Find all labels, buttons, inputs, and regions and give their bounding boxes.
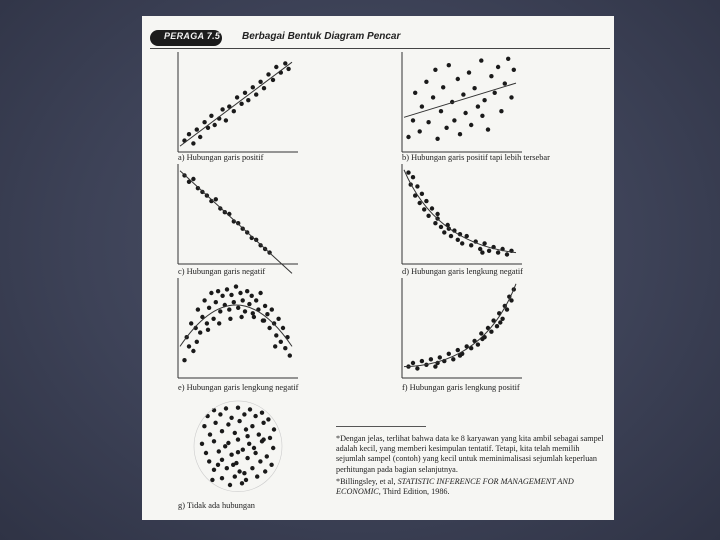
point-e: [187, 344, 191, 348]
point-a: [262, 86, 266, 90]
point-e: [207, 306, 211, 310]
point-g: [220, 429, 224, 433]
point-g: [202, 424, 206, 428]
point-g: [237, 469, 241, 473]
point-d: [482, 241, 486, 245]
point-e: [234, 284, 238, 288]
point-g: [247, 442, 251, 446]
caption-f: f) Hubungan garis lengkung positif: [402, 383, 520, 392]
point-e: [251, 311, 255, 315]
point-g: [229, 416, 233, 420]
point-g: [242, 412, 246, 416]
point-b: [482, 98, 486, 102]
footnote-source-title: STATISTIC INFERENCE FOR MANAGEMENT AND ECONOMIC: [336, 476, 574, 497]
point-b: [463, 111, 467, 115]
footnote-text: *Dengan jelas, terlihat bahwa data ke 8 karyawan yang kita ambil sebagai sampel adalah kecil, yang memberi kesimpulan tentatif. Tetapi, kita telah memilih sejumlah sampel (contoh) yang kecil untuk meminimalisasi sejumlah keperluan perhitungan pada bagian selanjutnya.: [336, 434, 604, 474]
point-b: [486, 127, 490, 131]
point-g: [207, 459, 211, 463]
point-e: [247, 302, 251, 306]
point-d: [469, 243, 473, 247]
point-a: [243, 91, 247, 95]
point-e: [281, 326, 285, 330]
point-e: [236, 306, 240, 310]
point-b: [433, 68, 437, 72]
point-g: [244, 427, 248, 431]
point-e: [214, 300, 218, 304]
point-b: [479, 58, 483, 62]
point-d: [422, 207, 426, 211]
point-a: [246, 98, 250, 102]
point-g: [220, 476, 224, 480]
point-a: [283, 61, 287, 65]
trend-line-b: [404, 83, 516, 117]
point-g: [268, 436, 272, 440]
point-a: [198, 135, 202, 139]
point-d: [415, 184, 419, 188]
point-e: [220, 294, 224, 298]
point-e: [202, 298, 206, 302]
point-e: [270, 307, 274, 311]
point-g: [228, 483, 232, 487]
point-a: [213, 123, 217, 127]
point-g: [261, 421, 265, 425]
point-g: [250, 466, 254, 470]
point-g: [241, 448, 245, 452]
point-d: [406, 170, 410, 174]
point-g: [233, 431, 237, 435]
point-e: [265, 312, 269, 316]
point-e: [288, 353, 292, 357]
point-a: [239, 102, 243, 106]
point-g: [217, 449, 221, 453]
point-g: [248, 407, 252, 411]
point-g: [200, 442, 204, 446]
point-f: [479, 331, 483, 335]
point-g: [212, 468, 216, 472]
point-b: [503, 81, 507, 85]
point-g: [255, 474, 259, 478]
point-g: [204, 451, 208, 455]
point-e: [227, 307, 231, 311]
point-b: [480, 114, 484, 118]
point-b: [496, 65, 500, 69]
caption-g: g) Tidak ada hubungan: [178, 501, 255, 510]
point-e: [225, 287, 229, 291]
footnote: [336, 434, 608, 499]
point-f: [415, 366, 419, 370]
point-e: [217, 321, 221, 325]
point-d: [433, 221, 437, 225]
point-d: [420, 192, 424, 196]
point-d: [424, 199, 428, 203]
point-a: [187, 132, 191, 136]
point-a: [254, 92, 258, 96]
point-c: [214, 197, 218, 201]
point-d: [439, 225, 443, 229]
point-g: [271, 446, 275, 450]
point-f: [429, 357, 433, 361]
point-a: [224, 118, 228, 122]
point-b: [426, 120, 430, 124]
point-b: [509, 95, 513, 99]
figure-tag-label: PERAGA 7.5: [164, 31, 221, 41]
point-d: [487, 249, 491, 253]
point-g: [253, 414, 257, 418]
point-f: [489, 330, 493, 334]
point-e: [263, 304, 267, 308]
point-e: [272, 321, 276, 325]
point-g: [240, 481, 244, 485]
point-g: [253, 451, 257, 455]
point-g: [216, 463, 220, 467]
point-e: [273, 344, 277, 348]
trend-line-a: [180, 62, 292, 146]
point-g: [272, 427, 276, 431]
point-a: [274, 65, 278, 69]
point-e: [258, 291, 262, 295]
point-g: [258, 459, 262, 463]
point-e: [262, 318, 266, 322]
textbook-page: [142, 16, 614, 520]
point-g: [236, 437, 240, 441]
footnote-source: [336, 477, 608, 497]
point-g: [269, 463, 273, 467]
point-g: [205, 414, 209, 418]
point-d: [430, 206, 434, 210]
point-e: [228, 317, 232, 321]
point-g: [226, 422, 230, 426]
point-g: [263, 469, 267, 473]
point-b: [469, 123, 473, 127]
point-b: [420, 104, 424, 108]
point-b: [493, 91, 497, 95]
point-c: [191, 177, 195, 181]
point-g: [224, 406, 228, 410]
point-d: [449, 234, 453, 238]
point-a: [191, 141, 195, 145]
point-f: [420, 359, 424, 363]
point-f: [476, 342, 480, 346]
figure-title: Berbagai Bentuk Diagram Pencar: [242, 31, 401, 42]
point-f: [495, 324, 499, 328]
point-e: [196, 307, 200, 311]
point-f: [447, 352, 451, 356]
point-f: [438, 355, 442, 359]
point-g: [233, 474, 237, 478]
point-g: [208, 432, 212, 436]
point-e: [267, 326, 271, 330]
point-b: [418, 129, 422, 133]
point-g: [257, 432, 261, 436]
point-g: [261, 437, 265, 441]
point-e: [211, 317, 215, 321]
point-e: [276, 317, 280, 321]
point-b: [512, 68, 516, 72]
point-e: [209, 291, 213, 295]
point-b: [476, 104, 480, 108]
point-b: [406, 135, 410, 139]
point-e: [232, 300, 236, 304]
point-f: [505, 307, 509, 311]
point-d: [460, 241, 464, 245]
point-e: [205, 321, 209, 325]
point-b: [424, 80, 428, 84]
point-d: [496, 250, 500, 254]
point-b: [461, 92, 465, 96]
point-e: [216, 289, 220, 293]
point-e: [241, 298, 245, 302]
point-d: [426, 214, 430, 218]
point-d: [418, 201, 422, 205]
point-b: [444, 126, 448, 130]
point-e: [250, 294, 254, 298]
point-g: [226, 441, 230, 445]
point-a: [286, 67, 290, 71]
caption-a: a) Hubungan garis positif: [178, 153, 264, 162]
footnote-rule: [336, 426, 426, 427]
point-g: [213, 421, 217, 425]
point-a: [271, 78, 275, 82]
point-g: [245, 456, 249, 460]
point-e: [229, 293, 233, 297]
point-b: [431, 95, 435, 99]
point-g: [220, 458, 224, 462]
point-b: [472, 86, 476, 90]
point-g: [236, 450, 240, 454]
point-b: [489, 74, 493, 78]
point-e: [189, 321, 193, 325]
point-b: [506, 57, 510, 61]
point-a: [232, 109, 236, 113]
point-e: [239, 315, 243, 319]
point-a: [251, 85, 255, 89]
caption-b: b) Hubungan garis positif tapi lebih tersebar: [402, 153, 550, 162]
point-e: [198, 330, 202, 334]
point-f: [456, 348, 460, 352]
point-g: [212, 408, 216, 412]
point-e: [238, 291, 242, 295]
point-e: [206, 328, 210, 332]
point-f: [498, 320, 502, 324]
point-b: [441, 85, 445, 89]
point-d: [442, 230, 446, 234]
footnote-source-suffix: , Third Edition, 1986.: [378, 487, 450, 497]
point-a: [258, 80, 262, 84]
point-b: [467, 70, 471, 74]
caption-c: c) Hubungan garis negatif: [178, 267, 266, 276]
point-g: [242, 471, 246, 475]
trend-line-d: [404, 170, 516, 253]
point-g: [229, 453, 233, 457]
point-g: [210, 478, 214, 482]
point-e: [252, 315, 256, 319]
caption-e: e) Hubungan garis lengkung negatif: [178, 383, 299, 392]
point-g: [237, 419, 241, 423]
point-g: [236, 406, 240, 410]
point-g: [245, 434, 249, 438]
point-e: [218, 309, 222, 313]
point-g: [266, 417, 270, 421]
point-a: [202, 120, 206, 124]
caption-d: d) Hubungan garis lengkung negatif: [402, 267, 523, 276]
point-e: [279, 340, 283, 344]
point-g: [265, 454, 269, 458]
point-g: [260, 411, 264, 415]
point-b: [411, 118, 415, 122]
point-a: [235, 95, 239, 99]
point-b: [439, 109, 443, 113]
point-g: [252, 446, 256, 450]
point-e: [243, 309, 247, 313]
point-e: [254, 298, 258, 302]
point-b: [435, 137, 439, 141]
point-e: [182, 358, 186, 362]
point-g: [223, 444, 227, 448]
point-e: [195, 340, 199, 344]
point-g: [250, 424, 254, 428]
point-a: [195, 127, 199, 131]
point-b: [413, 91, 417, 95]
point-d: [435, 212, 439, 216]
point-d: [456, 238, 460, 242]
point-b: [456, 77, 460, 81]
point-b: [499, 109, 503, 113]
point-g: [225, 466, 229, 470]
point-b: [458, 132, 462, 136]
point-f: [411, 361, 415, 365]
point-g: [231, 463, 235, 467]
point-a: [266, 72, 270, 76]
point-g: [244, 478, 248, 482]
point-a: [220, 107, 224, 111]
point-d: [411, 175, 415, 179]
point-b: [452, 118, 456, 122]
point-b: [447, 63, 451, 67]
footnote-source-prefix: *Billingsley, et al,: [336, 476, 398, 486]
point-d: [505, 252, 509, 256]
point-f: [500, 317, 504, 321]
point-g: [218, 412, 222, 416]
point-e: [283, 346, 287, 350]
point-e: [274, 333, 278, 337]
point-g: [212, 439, 216, 443]
point-f: [451, 357, 455, 361]
point-a: [209, 114, 213, 118]
point-e: [191, 349, 195, 353]
point-e: [245, 289, 249, 293]
trend-line-c: [180, 171, 292, 274]
point-d: [480, 250, 484, 254]
